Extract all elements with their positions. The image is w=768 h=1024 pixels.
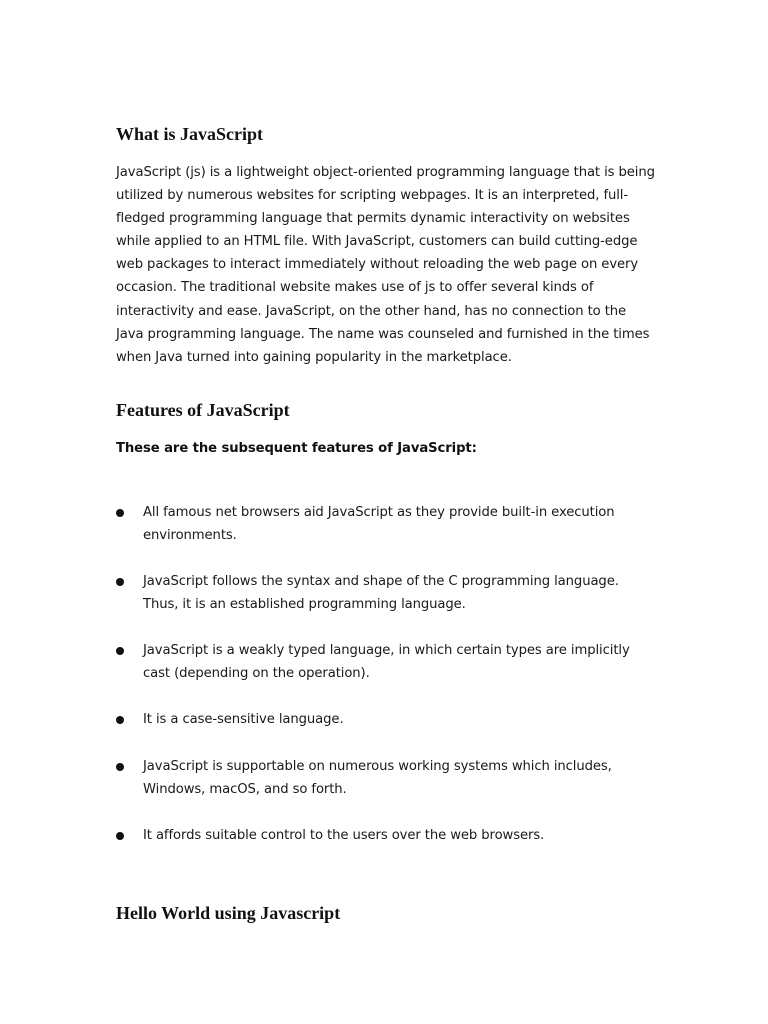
bullet-icon [116,716,124,724]
section-heading-hello-world: Hello World using Javascript [116,903,341,923]
section-heading-what-is-javascript: What is JavaScript [116,124,264,144]
section-heading-features: Features of JavaScript [116,400,290,420]
feature-text: All famous net browsers aid JavaScript as they provide built-in execution environments. [143,505,615,544]
bullet-icon [116,832,124,840]
bullet-icon [116,509,124,517]
bullet-icon [116,763,124,771]
feature-text: JavaScript follows the syntax and shape of the C programming language. Thus, it is an established programming language. [143,574,619,613]
feature-text: JavaScript is a weakly typed language, in which certain types are implicitly cast (depending on the operation). [143,643,630,682]
features-intro-text: These are the subsequent features of JavaScript: [116,441,477,456]
feature-text: It affords suitable control to the users over the web browsers. [143,828,545,843]
bullet-icon [116,647,124,655]
feature-text: It is a case-sensitive language. [143,712,344,727]
bullet-icon [116,578,124,586]
section-paragraph-intro: JavaScript (js) is a lightweight object-oriented programming language that is being utilized by numerous websites for scripting webpages. It is an interpreted, full-fledged programming language that permits dynamic interactivity on websites while applied to an HTML file. With JavaScript, customers can build cutting-edge web packages to interact immediately without reloading the web page on every occasion. The traditional website makes use of js to offer several kinds of interactivity and ease. JavaScript, on the other hand, has no connection to the Java programming language. The name was counseled and furnished in the times when Java turned into gaining popularity in the marketplace. [116,165,655,365]
feature-text: JavaScript is supportable on numerous working systems which includes, Windows, macOS, and so forth. [143,759,612,798]
